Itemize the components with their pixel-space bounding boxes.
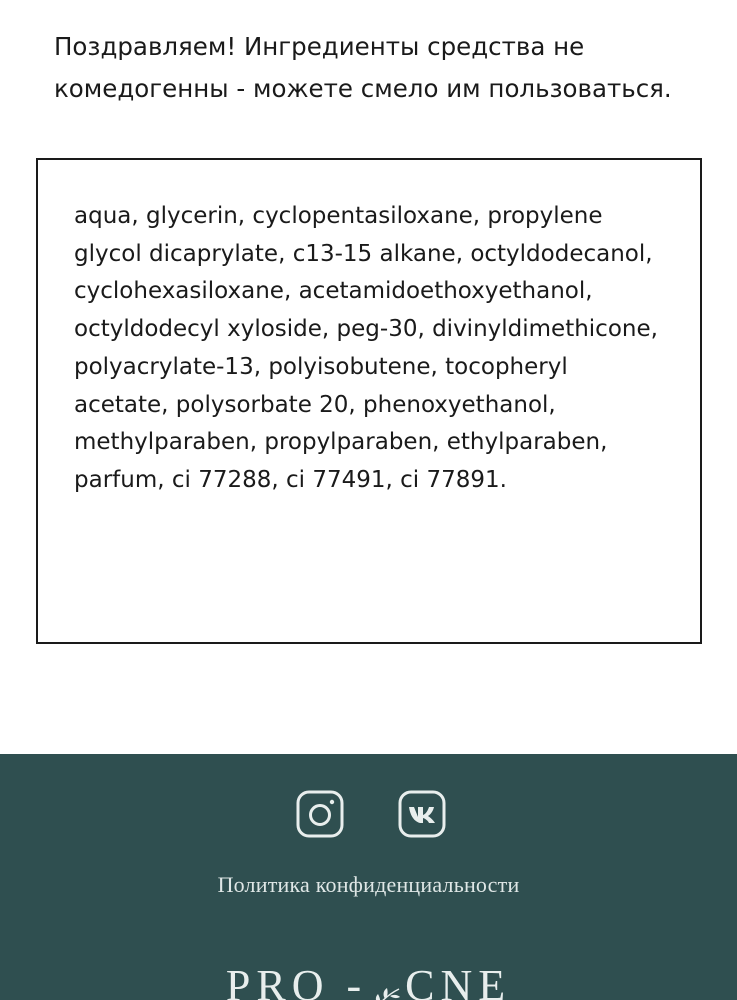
ingredients-box — [36, 158, 702, 644]
logo-text-left: PRO - — [225, 961, 368, 1000]
ingredients-text: aqua, glycerin, cyclopentasiloxane, propylene glycol dicaprylate, c13-15 alkane, octyldodecanol, cyclohexasiloxane, acetamidoethoxyethanol, octyldodecyl xyloside, peg-30, divinyldimethicone, polyacrylate-13, polyisobutene, tocopheryl acetate, polysorbate 20, phenoxyethanol, methylparaben, propylparaben, ethylparaben, parfum, ci 77288, ci 77491, ci 77891. — [74, 203, 658, 493]
brand-logo — [0, 960, 737, 1000]
social-links — [0, 790, 737, 840]
instagram-link[interactable] — [296, 790, 344, 838]
privacy-policy-link[interactable]: Политика конфиденциальности — [217, 872, 520, 897]
instagram-icon — [296, 790, 344, 838]
leaf-icon — [369, 975, 403, 1000]
vk-link[interactable] — [398, 790, 446, 838]
logo-text-right: CNE — [405, 961, 512, 1000]
result-message: Поздравляем! Ингредиенты средства не комедогенны - можете смело им пользоваться. — [54, 32, 672, 103]
footer — [0, 754, 737, 1000]
vk-icon — [398, 790, 446, 838]
